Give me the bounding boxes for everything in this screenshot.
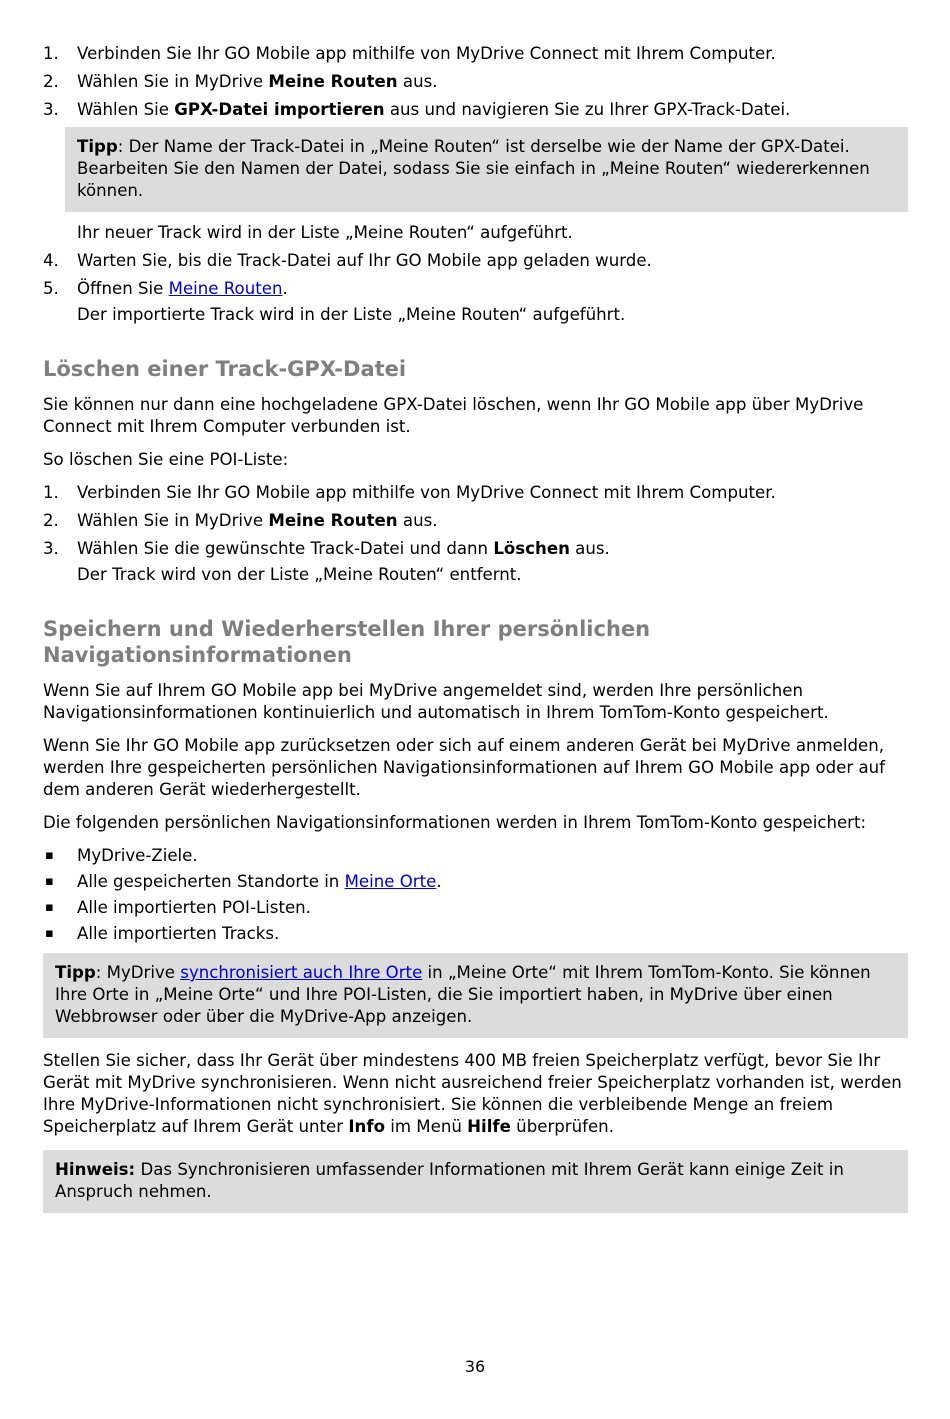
list-item xyxy=(43,99,908,121)
step-number: 3. xyxy=(43,100,59,119)
tip-label: Tipp xyxy=(55,963,96,982)
section-heading-delete: Löschen einer Track-GPX-Datei xyxy=(43,357,407,381)
paragraph: Wenn Sie Ihr GO Mobile app zurücksetzen oder sich auf einem anderen Gerät bei MyDrive anmelden, werden Ihre gespeicherten persönlichen Navigationsinformationen auf Ihrem GO Mobile app oder auf dem anderen Gerät wiederhergestellt. xyxy=(43,736,886,799)
step-text: aus. xyxy=(397,72,438,91)
bullet-icon: ▪ xyxy=(45,900,54,915)
paragraph: So löschen Sie eine POI-Liste: xyxy=(43,450,289,469)
paragraph-text: Stellen Sie sicher, dass Ihr Gerät über mindestens 400 MB freien Speicherplatz verfügt, bevor Sie Ihr Gerät mit MyDrive synchronisieren. Wenn nicht ausreichend freier Speicherplatz vorhanden ist, werden Ihre MyDrive-Informationen nicht synchronisiert. Sie können die verbleibende Menge an freiem Speicherplatz auf Ihrem Gerät unter xyxy=(43,1051,902,1136)
step-text: aus und navigieren Sie zu Ihrer GPX-Track-Datei. xyxy=(384,100,791,119)
tip-label: Tipp xyxy=(77,137,118,156)
paragraph xyxy=(43,1050,908,1138)
step-result: Der Track wird von der Liste „Meine Routen“ entfernt. xyxy=(77,565,522,584)
step-number: 5. xyxy=(43,279,59,298)
ui-term: Info xyxy=(348,1117,385,1136)
list-item xyxy=(43,482,908,504)
note-label: Hinweis: xyxy=(55,1160,136,1179)
saved-info-list xyxy=(43,845,908,945)
ui-term: GPX-Datei importieren xyxy=(174,100,385,119)
list-item xyxy=(43,538,908,560)
import-steps-list xyxy=(43,43,908,121)
list-item xyxy=(43,897,908,919)
page-number: 36 xyxy=(464,1357,486,1376)
bullet-text: Alle gespeicherten Standorte in xyxy=(77,872,345,891)
note-box xyxy=(43,1150,908,1213)
paragraph: Sie können nur dann eine hochgeladene GPX-Datei löschen, wenn Ihr GO Mobile app über MyDrive Connect mit Ihrem Computer verbunden ist. xyxy=(43,395,864,436)
delete-steps-list xyxy=(43,482,908,560)
tip-text: : MyDrive xyxy=(95,963,181,982)
tip-box xyxy=(65,127,908,212)
step-text: Warten Sie, bis die Track-Datei auf Ihr GO Mobile app geladen wurde. xyxy=(77,251,652,270)
list-item xyxy=(43,845,908,867)
step-text: Öffnen Sie xyxy=(77,279,169,298)
bullet-icon: ▪ xyxy=(45,926,54,941)
list-item xyxy=(43,923,908,945)
step-text: Wählen Sie xyxy=(77,100,175,119)
page-content xyxy=(43,43,908,1223)
step-text: . xyxy=(282,279,288,298)
step-text: Verbinden Sie Ihr GO Mobile app mithilfe von MyDrive Connect mit Ihrem Computer. xyxy=(77,483,776,502)
step-text: Wählen Sie in MyDrive xyxy=(77,511,269,530)
bullet-text: MyDrive-Ziele. xyxy=(77,846,198,865)
tip-text: in „Meine Orte“ mit Ihrem TomTom-Konto. Sie können Ihre Orte in „Meine Orte“ und Ihre POI-Listen, die Sie importiert haben, in MyDrive über einen Webbrowser oder über die MyDrive-App anzeigen. xyxy=(55,963,871,1026)
paragraph-text: überprüfen. xyxy=(510,1117,614,1136)
list-item xyxy=(43,510,908,532)
step-number: 1. xyxy=(43,44,59,63)
meine-routen-link[interactable]: Meine Routen xyxy=(168,279,283,298)
bullet-icon: ▪ xyxy=(45,874,54,889)
list-item xyxy=(43,250,908,272)
step-text: Wählen Sie in MyDrive xyxy=(77,72,269,91)
step-number: 4. xyxy=(43,251,59,270)
bullet-text: Alle importierten Tracks. xyxy=(77,924,280,943)
ui-term: Löschen xyxy=(493,539,570,558)
step-result: Ihr neuer Track wird in der Liste „Meine Routen“ aufgeführt. xyxy=(77,223,573,242)
meine-orte-link[interactable]: Meine Orte xyxy=(344,872,437,891)
paragraph: Wenn Sie auf Ihrem GO Mobile app bei MyDrive angemeldet sind, werden Ihre persönlichen Navigationsinformationen kontinuierlich und automatisch in Ihrem TomTom-Konto gespeichert. xyxy=(43,681,829,722)
paragraph: Die folgenden persönlichen Navigationsinformationen werden in Ihrem TomTom-Konto gespeichert: xyxy=(43,813,867,832)
step-number: 3. xyxy=(43,539,59,558)
paragraph-text: im Menü xyxy=(384,1117,468,1136)
ui-term: Meine Routen xyxy=(268,511,398,530)
step-number: 2. xyxy=(43,72,59,91)
import-steps-list-continued xyxy=(43,250,908,300)
step-text: Wählen Sie die gewünschte Track-Datei und dann xyxy=(77,539,494,558)
bullet-text: Alle importierten POI-Listen. xyxy=(77,898,311,917)
bullet-icon: ▪ xyxy=(45,848,54,863)
step-text: Verbinden Sie Ihr GO Mobile app mithilfe von MyDrive Connect mit Ihrem Computer. xyxy=(77,44,776,63)
ui-term: Hilfe xyxy=(467,1117,511,1136)
list-item xyxy=(43,871,908,893)
list-item xyxy=(43,43,908,65)
sync-places-link[interactable]: synchronisiert auch Ihre Orte xyxy=(180,963,423,982)
bullet-text: . xyxy=(436,872,442,891)
note-text: Das Synchronisieren umfassender Informationen mit Ihrem Gerät kann einige Zeit in Anspruch nehmen. xyxy=(55,1160,844,1201)
step-result: Der importierte Track wird in der Liste „Meine Routen“ aufgeführt. xyxy=(77,305,626,324)
ui-term: Meine Routen xyxy=(268,72,398,91)
tip-text: : Der Name der Track-Datei in „Meine Routen“ ist derselbe wie der Name der GPX-Datei. Bearbeiten Sie den Namen der Datei, sodass Sie sie einfach in „Meine Routen“ wiedererkennen können. xyxy=(77,137,870,200)
list-item xyxy=(43,278,908,300)
step-number: 1. xyxy=(43,483,59,502)
step-text: aus. xyxy=(397,511,438,530)
tip-box xyxy=(43,953,908,1038)
step-text: aus. xyxy=(569,539,610,558)
section-heading-save: Speichern und Wiederherstellen Ihrer persönlichen Navigationsinformationen xyxy=(43,617,651,667)
step-number: 2. xyxy=(43,511,59,530)
list-item xyxy=(43,71,908,93)
